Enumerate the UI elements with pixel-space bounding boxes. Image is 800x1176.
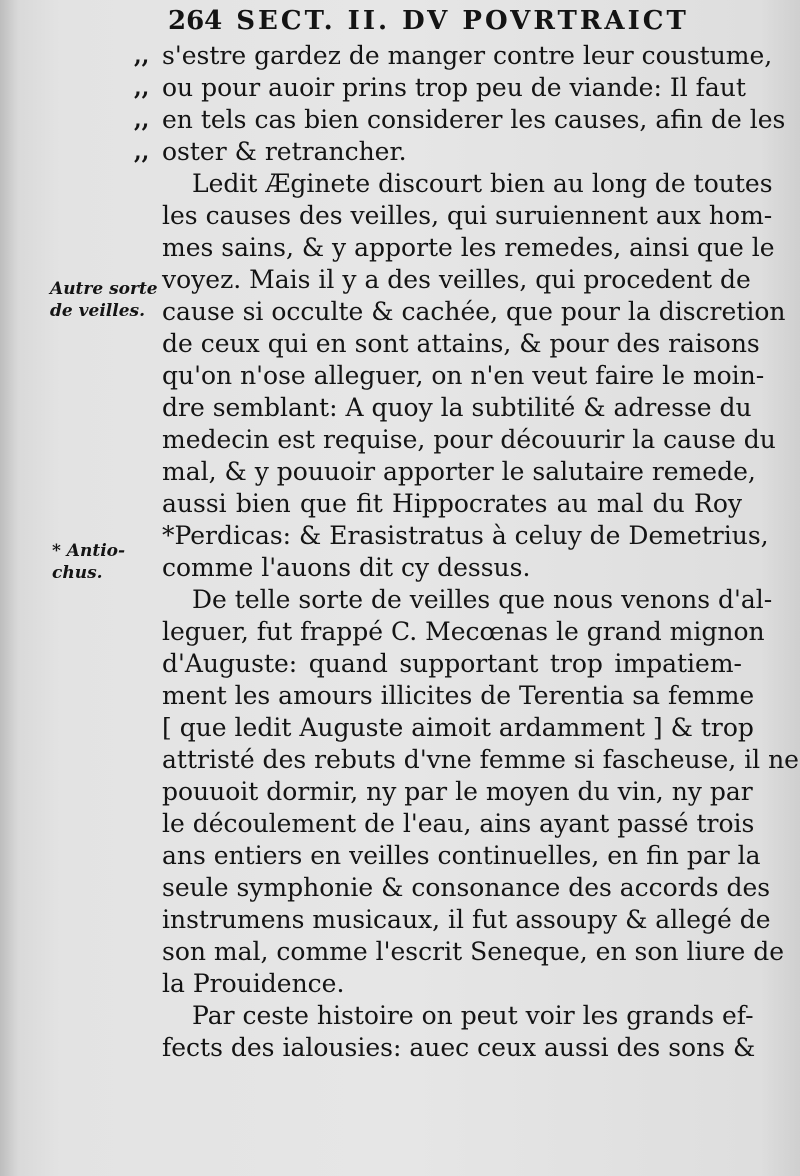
text-line: mal, & y pouuoir apporter le salutaire remede, (162, 457, 756, 486)
margin-note-line: * Antio- (52, 541, 126, 561)
running-head (168, 6, 689, 36)
text-line: comme l'auons dit cy dessus. (162, 553, 531, 582)
text-line: cause si occulte & cachée, que pour la discretion (162, 297, 786, 326)
text-line: d'Auguste: quand supportant trop impatiem- (162, 649, 742, 678)
text-line: instrumens musicaux, il fut assoupy & allegé de (162, 905, 771, 934)
quote-mark: ,, (134, 75, 150, 101)
margin-note-antiochus (52, 540, 125, 584)
text-line: la Prouidence. (162, 969, 345, 998)
text-line: dre semblant: A quoy la subtilité & adresse du (162, 393, 752, 422)
text-line: mes sains, & y apporte les remedes, ainsi que le (162, 233, 775, 262)
text-line: le découlement de l'eau, ains ayant passé trois (162, 809, 755, 838)
text-line: qu'on n'ose alleguer, on n'en veut faire le moin- (162, 361, 765, 390)
text-line: voyez. Mais il y a des veilles, qui procedent de (162, 265, 751, 294)
text-line: [ que ledit Auguste aimoit ardamment ] & trop (162, 713, 754, 742)
page-number: 264 (168, 6, 223, 36)
running-title: SECT. II. DV POVRTRAICT (236, 6, 689, 36)
margin-note-autre-sorte (50, 278, 158, 322)
margin-note-line: Autre sorte (50, 279, 158, 299)
quote-mark: ,, (134, 43, 150, 69)
text-line: medecin est requise, pour découurir la cause du (162, 425, 776, 454)
quote-mark: ,, (134, 107, 150, 133)
text-line: ment les amours illicites de Terentia sa femme (162, 681, 755, 710)
text-line: son mal, comme l'escrit Seneque, en son liure de (162, 937, 785, 966)
text-line: attristé des rebuts d'vne femme si fascheuse, il ne (162, 745, 799, 774)
text-line: de ceux qui en sont attains, & pour des raisons (162, 329, 760, 358)
text-line: ,, oster & retrancher. (134, 137, 407, 166)
text-line: Par ceste histoire on peut voir les grands ef- (192, 1001, 754, 1030)
text-line: pouuoit dormir, ny par le moyen du vin, ny par (162, 777, 753, 806)
text-line: aussi bien que fit Hippocrates au mal du Roy (162, 489, 742, 518)
text-line: ans entiers en veilles continuelles, en fin par la (162, 841, 761, 870)
text-line: seule symphonie & consonance des accords des (162, 873, 771, 902)
margin-note-line: chus. (52, 563, 103, 583)
text-line: fects des ialousies: auec ceux aussi des sons & (162, 1033, 756, 1062)
body-text (134, 40, 799, 1064)
text-line: *Perdicas: & Erasistratus à celuy de Demetrius, (162, 521, 769, 550)
text-line: ,, ou pour auoir prins trop peu de viande: Il faut (134, 73, 746, 102)
quote-mark: ,, (134, 139, 150, 165)
text-line: ,, en tels cas bien considerer les causes, afin de les (134, 105, 786, 134)
margin-note-line: de veilles. (50, 301, 145, 321)
text-line: leguer, fut frappé C. Mecœnas le grand mignon (162, 617, 765, 646)
text-line: De telle sorte de veilles que nous venons d'al- (192, 585, 773, 614)
text-line: les causes des veilles, qui suruiennent aux hom- (162, 201, 773, 230)
text-line: ,, s'estre gardez de manger contre leur coustume, (134, 41, 773, 70)
text-line: Ledit Æginete discourt bien au long de toutes (192, 169, 773, 198)
